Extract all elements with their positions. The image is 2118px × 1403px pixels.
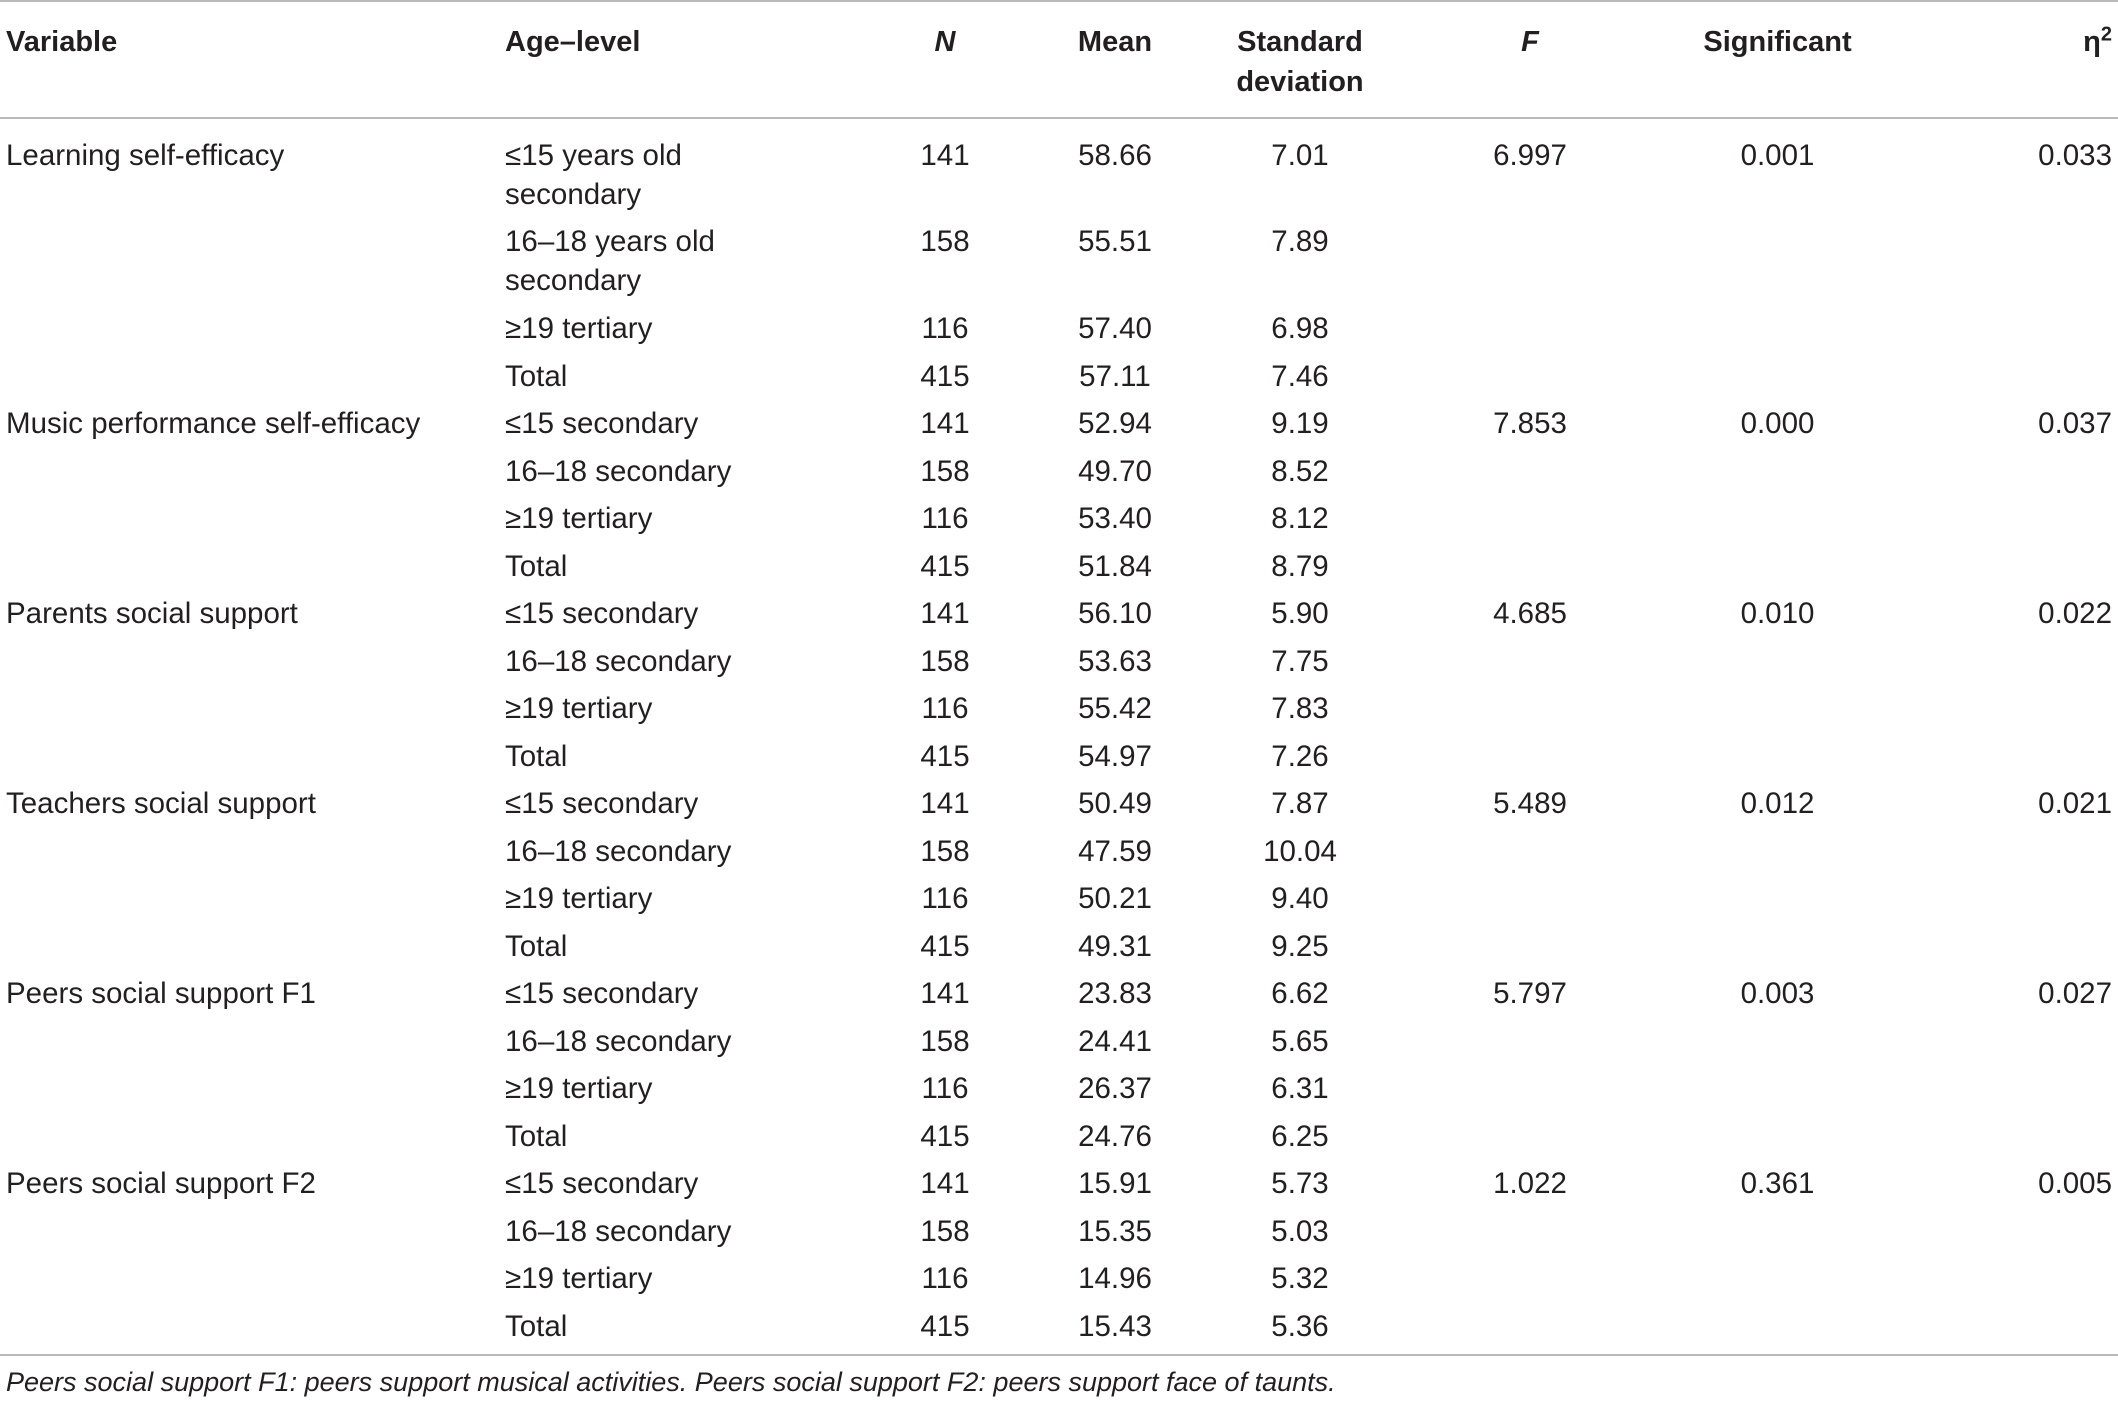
table-row [0, 1022, 2118, 1070]
table-row [0, 737, 2118, 785]
mean-cell: 24.41 [1078, 1024, 1152, 1058]
variable-cell: Teachers social support [6, 787, 316, 820]
age-level-cell [505, 642, 860, 690]
age-level-line1: ≤15 secondary [505, 977, 699, 1010]
eta-cell: 0.005 [2038, 1167, 2112, 1200]
n-cell: 141 [920, 407, 970, 440]
f-cell-empty [1400, 927, 1660, 975]
age-level-cell [505, 1022, 860, 1070]
age-level-cell [505, 118, 860, 222]
age-level-cell [505, 784, 860, 832]
age-level-line1: Total [505, 549, 568, 583]
age-level-line1: ≥19 tertiary [505, 692, 653, 725]
age-level-line1: ≥19 tertiary [505, 1262, 653, 1295]
sd-cell: 5.32 [1271, 1262, 1329, 1295]
table-row [0, 1212, 2118, 1260]
header-row [0, 1, 2118, 118]
table-row [0, 1117, 2118, 1165]
f-cell-empty [1400, 222, 1660, 309]
significant-cell: 0.361 [1740, 1167, 1815, 1200]
eta-cell: 0.037 [2038, 407, 2112, 440]
sd-cell: 7.83 [1271, 692, 1329, 725]
eta-cell-empty [1895, 1259, 2118, 1307]
age-level-cell [505, 1069, 860, 1117]
eta-cell-empty [1895, 1212, 2118, 1260]
variable-cell: Parents social support [6, 597, 298, 630]
f-cell-empty [1400, 642, 1660, 690]
eta-cell-empty [1895, 927, 2118, 975]
n-cell: 141 [920, 787, 970, 820]
n-cell: 158 [920, 1024, 970, 1058]
eta-cell-empty [1895, 1022, 2118, 1070]
table-row [0, 594, 2118, 642]
age-level-line1: ≤15 secondary [505, 1167, 699, 1200]
significant-cell-empty [1660, 547, 1895, 595]
eta-cell-empty [1895, 689, 2118, 737]
f-cell-empty [1400, 1117, 1660, 1165]
header-eta-squared [1895, 1, 2118, 118]
variable-cell-empty [0, 1069, 505, 1117]
age-level-cell [505, 499, 860, 547]
eta-cell-empty [1895, 642, 2118, 690]
table-row [0, 118, 2118, 222]
header-n: N [860, 1, 1030, 118]
eta-cell: 0.022 [2038, 597, 2112, 630]
eta-cell-empty [1895, 357, 2118, 405]
significant-cell: 0.003 [1740, 977, 1815, 1010]
mean-cell: 57.40 [1078, 312, 1152, 345]
table-row [0, 1164, 2118, 1212]
significant-cell-empty [1660, 1259, 1895, 1307]
eta-cell-empty [1895, 499, 2118, 547]
mean-cell: 53.63 [1078, 644, 1152, 678]
eta-cell-empty [1895, 737, 2118, 785]
age-level-cell [505, 737, 860, 785]
table-row [0, 357, 2118, 405]
eta-cell: 0.027 [2038, 977, 2112, 1010]
age-level-line1: Total [505, 1309, 568, 1343]
age-level-cell [505, 832, 860, 880]
sd-cell: 7.01 [1271, 139, 1329, 172]
table-row [0, 1259, 2118, 1307]
f-cell: 7.853 [1493, 407, 1567, 440]
age-level-cell [505, 1307, 860, 1358]
n-cell: 141 [920, 1167, 970, 1200]
table-row [0, 784, 2118, 832]
table-row [0, 927, 2118, 975]
age-level-line1: Total [505, 929, 568, 963]
mean-cell: 15.91 [1078, 1167, 1152, 1200]
variable-cell-empty [0, 222, 505, 309]
n-cell: 415 [920, 1119, 970, 1153]
eta-cell-empty [1895, 309, 2118, 357]
sd-cell: 8.52 [1271, 454, 1329, 488]
variable-cell-empty [0, 737, 505, 785]
age-level-line1: Total [505, 1119, 568, 1153]
mean-cell: 57.11 [1079, 359, 1151, 393]
f-cell-empty [1400, 547, 1660, 595]
mean-cell: 53.40 [1078, 502, 1152, 535]
eta-cell: 0.021 [2038, 787, 2112, 820]
mean-cell: 49.70 [1078, 454, 1152, 488]
significant-cell-empty [1660, 1022, 1895, 1070]
table-header [0, 1, 2118, 118]
mean-cell: 23.83 [1078, 977, 1152, 1010]
variable-cell: Music performance self-efficacy [6, 407, 421, 440]
significant-cell-empty [1660, 879, 1895, 927]
sd-cell: 6.25 [1271, 1119, 1329, 1153]
variable-cell: Peers social support F1 [6, 977, 316, 1010]
n-cell: 415 [920, 1309, 970, 1343]
f-cell-empty [1400, 499, 1660, 547]
mean-cell: 55.42 [1078, 692, 1152, 725]
header-mean: Mean [1030, 1, 1200, 118]
variable-cell-empty [0, 689, 505, 737]
table-row [0, 499, 2118, 547]
variable-cell-empty [0, 1259, 505, 1307]
age-level-cell [505, 1164, 860, 1212]
variable-cell-empty [0, 1022, 505, 1070]
sd-cell: 7.46 [1271, 359, 1329, 393]
sd-cell: 5.73 [1271, 1167, 1329, 1200]
significant-cell-empty [1660, 499, 1895, 547]
sd-cell: 10.04 [1263, 834, 1337, 868]
n-cell: 158 [920, 644, 970, 678]
significant-cell-empty [1660, 1117, 1895, 1165]
f-cell: 1.022 [1493, 1167, 1567, 1200]
table-row [0, 222, 2118, 309]
age-level-line1: 16–18 secondary [505, 454, 732, 488]
mean-cell: 15.43 [1078, 1309, 1152, 1343]
variable-cell-empty [0, 879, 505, 927]
age-level-line1: ≥19 tertiary [505, 1072, 653, 1105]
eta-cell: 0.033 [2038, 139, 2112, 172]
n-cell: 158 [920, 454, 970, 488]
sd-cell: 6.62 [1271, 977, 1329, 1010]
mean-cell: 55.51 [1078, 225, 1152, 258]
f-cell-empty [1400, 1022, 1660, 1070]
age-level-line1: 16–18 secondary [505, 1024, 732, 1058]
age-level-cell [505, 1259, 860, 1307]
table-row [0, 832, 2118, 880]
age-level-line1: ≥19 tertiary [505, 882, 653, 915]
f-cell-empty [1400, 1212, 1660, 1260]
significant-cell-empty [1660, 689, 1895, 737]
mean-cell: 58.66 [1078, 139, 1152, 172]
sd-cell: 7.75 [1271, 644, 1329, 678]
age-level-cell [505, 594, 860, 642]
table-row [0, 974, 2118, 1022]
eta-cell-empty [1895, 1307, 2118, 1358]
n-cell: 158 [920, 225, 970, 258]
f-cell-empty [1400, 879, 1660, 927]
variable-cell-empty [0, 309, 505, 357]
age-level-line1: Total [505, 739, 568, 773]
table-row [0, 879, 2118, 927]
age-level-line1: 16–18 secondary [505, 644, 732, 678]
age-level-cell [505, 1212, 860, 1260]
age-level-cell [505, 357, 860, 405]
variable-cell-empty [0, 499, 505, 547]
sd-cell: 9.19 [1271, 407, 1329, 440]
f-cell: 4.685 [1493, 597, 1567, 630]
mean-cell: 51.84 [1078, 549, 1152, 583]
sd-cell: 6.98 [1271, 312, 1329, 345]
n-cell: 415 [920, 929, 970, 963]
age-level-line2: secondary [505, 264, 642, 297]
sd-cell: 7.87 [1271, 787, 1329, 820]
f-cell-empty [1400, 1259, 1660, 1307]
mean-cell: 50.49 [1078, 787, 1152, 820]
mean-cell: 54.97 [1078, 739, 1152, 773]
table-row [0, 547, 2118, 595]
f-cell: 6.997 [1493, 139, 1567, 172]
header-age-level: Age–level [505, 1, 860, 118]
f-cell: 5.797 [1493, 977, 1567, 1010]
variable-cell: Learning self-efficacy [6, 139, 285, 172]
variable-cell-empty [0, 1307, 505, 1358]
significant-cell-empty [1660, 1307, 1895, 1358]
table-row [0, 642, 2118, 690]
age-level-line1: ≥19 tertiary [505, 312, 653, 345]
age-level-line1: Total [505, 359, 568, 393]
mean-cell: 47.59 [1078, 834, 1152, 868]
header-standard-deviation [1200, 1, 1400, 118]
age-level-cell [505, 452, 860, 500]
age-level-line1: ≥19 tertiary [505, 502, 653, 535]
sd-cell: 7.89 [1271, 225, 1329, 258]
f-cell-empty [1400, 689, 1660, 737]
eta-cell-empty [1895, 452, 2118, 500]
n-cell: 415 [920, 739, 970, 773]
significant-cell-empty [1660, 1069, 1895, 1117]
significant-cell-empty [1660, 737, 1895, 785]
significant-cell-empty [1660, 222, 1895, 309]
n-cell: 116 [921, 502, 969, 535]
significant-cell: 0.001 [1740, 139, 1815, 172]
significant-cell: 0.000 [1740, 407, 1815, 440]
sd-cell: 7.26 [1271, 739, 1329, 773]
significant-cell-empty [1660, 1212, 1895, 1260]
sd-cell: 8.79 [1271, 549, 1329, 583]
n-cell: 415 [920, 359, 970, 393]
n-cell: 141 [920, 139, 970, 172]
f-cell-empty [1400, 357, 1660, 405]
significant-cell-empty [1660, 452, 1895, 500]
significant-cell-empty [1660, 832, 1895, 880]
n-cell: 158 [920, 1214, 970, 1248]
n-cell: 116 [921, 1072, 969, 1105]
table-row [0, 404, 2118, 452]
age-level-line1: ≤15 years old [505, 139, 682, 172]
header-f: F [1400, 1, 1660, 118]
variable-cell-empty [0, 927, 505, 975]
sd-cell: 9.40 [1271, 882, 1329, 915]
table-row [0, 1307, 2118, 1358]
variable-cell-empty [0, 357, 505, 405]
significant-cell-empty [1660, 642, 1895, 690]
eta-cell-empty [1895, 222, 2118, 309]
n-cell: 116 [921, 1262, 969, 1295]
significant-cell-empty [1660, 357, 1895, 405]
n-cell: 116 [921, 882, 969, 915]
significant-cell-empty [1660, 309, 1895, 357]
sd-cell: 5.90 [1271, 597, 1329, 630]
n-cell: 415 [920, 549, 970, 583]
f-cell: 5.489 [1493, 787, 1567, 820]
mean-cell: 52.94 [1078, 407, 1152, 440]
eta-cell-empty [1895, 1117, 2118, 1165]
age-level-cell [505, 1117, 860, 1165]
mean-cell: 50.21 [1078, 882, 1152, 915]
header-eta-symbol: η [2083, 26, 2101, 58]
variable-cell-empty [0, 1212, 505, 1260]
header-eta-superscript: 2 [2100, 23, 2112, 46]
n-cell: 141 [920, 977, 970, 1010]
eta-cell-empty [1895, 879, 2118, 927]
age-level-cell [505, 222, 860, 309]
mean-cell: 24.76 [1078, 1119, 1152, 1153]
header-sd-line2: deviation [1236, 66, 1364, 98]
n-cell: 116 [921, 692, 969, 725]
sd-cell: 5.36 [1271, 1309, 1329, 1343]
f-cell-empty [1400, 1069, 1660, 1117]
mean-cell: 56.10 [1078, 597, 1152, 630]
age-level-cell [505, 974, 860, 1022]
table-row [0, 309, 2118, 357]
table-row [0, 452, 2118, 500]
mean-cell: 14.96 [1078, 1262, 1152, 1295]
eta-cell-empty [1895, 1069, 2118, 1117]
eta-cell-empty [1895, 547, 2118, 595]
f-cell-empty [1400, 1307, 1660, 1358]
variable-cell-empty [0, 642, 505, 690]
header-variable: Variable [0, 1, 505, 118]
age-level-line1: 16–18 secondary [505, 1214, 732, 1248]
variable-cell-empty [0, 832, 505, 880]
age-level-line1: 16–18 secondary [505, 834, 732, 868]
sd-cell: 9.25 [1271, 929, 1329, 963]
sd-cell: 5.03 [1271, 1214, 1329, 1248]
table-row [0, 689, 2118, 737]
age-level-line1: ≤15 secondary [505, 787, 699, 820]
n-cell: 158 [920, 834, 970, 868]
f-cell-empty [1400, 452, 1660, 500]
f-cell-empty [1400, 737, 1660, 785]
n-cell: 116 [921, 312, 969, 345]
variable-cell-empty [0, 547, 505, 595]
age-level-line1: 16–18 years old [505, 225, 715, 258]
age-level-line1: ≤15 secondary [505, 407, 699, 440]
header-sd-line1: Standard [1237, 26, 1363, 58]
f-cell-empty [1400, 832, 1660, 880]
table-bottom-rule [0, 1354, 2118, 1356]
n-cell: 141 [920, 597, 970, 630]
significant-cell: 0.010 [1740, 597, 1815, 630]
significant-cell: 0.012 [1740, 787, 1815, 820]
mean-cell: 26.37 [1078, 1072, 1152, 1105]
age-level-cell [505, 309, 860, 357]
age-level-cell [505, 689, 860, 737]
sd-cell: 5.65 [1271, 1024, 1329, 1058]
f-cell-empty [1400, 309, 1660, 357]
header-significant: Significant [1660, 1, 1895, 118]
significant-cell-empty [1660, 927, 1895, 975]
eta-cell-empty [1895, 832, 2118, 880]
table-body [0, 118, 2118, 1358]
age-level-cell [505, 547, 860, 595]
variable-cell: Peers social support F2 [6, 1167, 316, 1200]
age-level-line1: ≤15 secondary [505, 597, 699, 630]
age-level-line2: secondary [505, 178, 642, 211]
age-level-cell [505, 879, 860, 927]
sd-cell: 6.31 [1271, 1072, 1329, 1105]
age-level-cell [505, 927, 860, 975]
age-level-cell [505, 404, 860, 452]
sd-cell: 8.12 [1271, 502, 1329, 535]
mean-cell: 49.31 [1078, 929, 1152, 963]
table-row [0, 1069, 2118, 1117]
variable-cell-empty [0, 1117, 505, 1165]
table-footnote: Peers social support F1: peers support musical activities. Peers social support F2: peers support face of taunts. [6, 1367, 1336, 1397]
variable-cell-empty [0, 452, 505, 500]
mean-cell: 15.35 [1078, 1214, 1152, 1248]
